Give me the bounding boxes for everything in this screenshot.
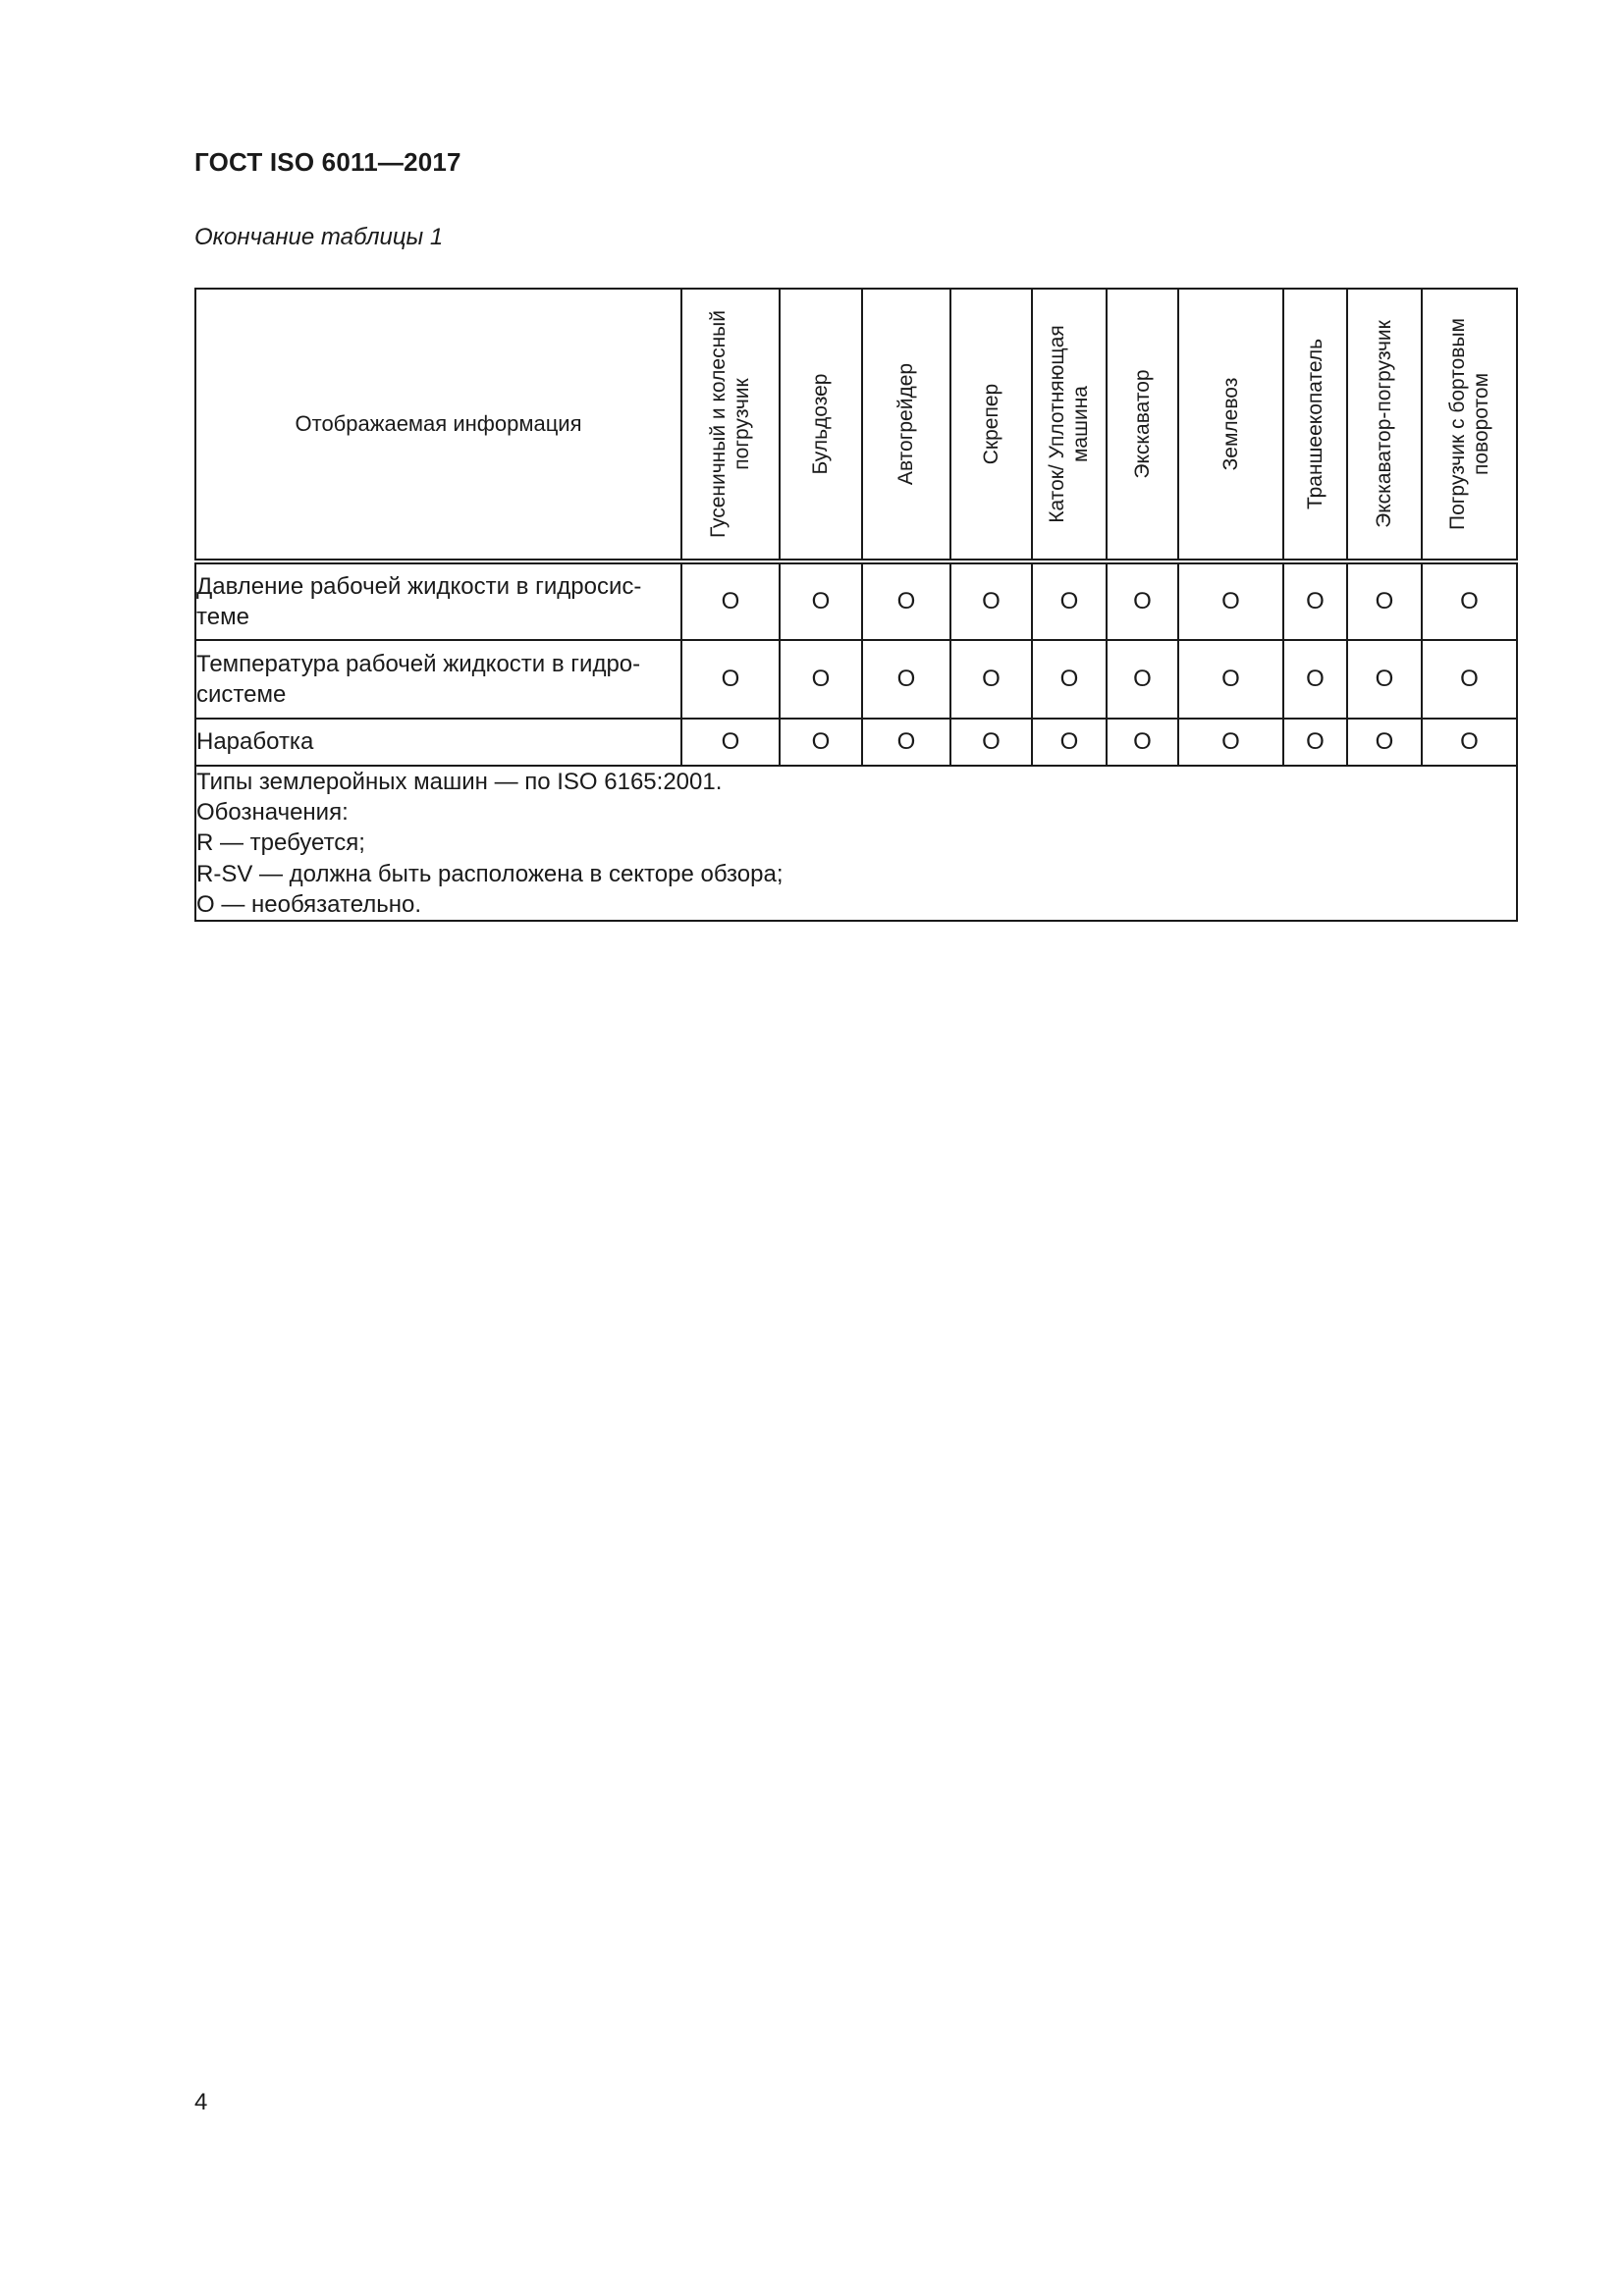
note-line: Типы землеройных машин — по ISO 6165:2001. bbox=[196, 769, 723, 795]
table-cell: O bbox=[1178, 719, 1283, 766]
info-table bbox=[194, 288, 1518, 922]
table-cell: O bbox=[1032, 719, 1107, 766]
table-cell: O bbox=[1283, 561, 1347, 640]
column-header-label: Погрузчик с бортовым поворотом bbox=[1445, 318, 1492, 531]
table-cell: O bbox=[780, 719, 862, 766]
table-cell: O bbox=[1178, 561, 1283, 640]
table-cell: O bbox=[862, 640, 950, 719]
column-header-label: Экскаватор-погрузчик bbox=[1372, 320, 1395, 528]
table-cell: O bbox=[780, 561, 862, 640]
row-label: Температура рабочей жидкости в гидро-системе bbox=[195, 640, 681, 719]
table-cell: O bbox=[681, 640, 780, 719]
table-cell: O bbox=[780, 640, 862, 719]
column-header bbox=[681, 289, 780, 561]
table-cell: O bbox=[1107, 561, 1178, 640]
table-cell: O bbox=[1422, 640, 1517, 719]
column-header bbox=[1178, 289, 1283, 561]
column-header-label: Бульдозер bbox=[808, 373, 832, 475]
notes-row bbox=[195, 766, 1517, 921]
column-header bbox=[1032, 289, 1107, 561]
column-header-label: Траншеекопатель bbox=[1303, 338, 1326, 510]
table-cell: O bbox=[950, 561, 1032, 640]
table-cell: O bbox=[1032, 561, 1107, 640]
table-cell: O bbox=[1422, 561, 1517, 640]
table-row bbox=[195, 561, 1517, 640]
column-header-info: Отображаемая информация bbox=[195, 289, 681, 561]
note-line: R — требуется; bbox=[196, 829, 365, 857]
table-cell: O bbox=[1347, 561, 1422, 640]
column-header-label: Экскаватор bbox=[1130, 369, 1154, 479]
column-header-label: Землевоз bbox=[1218, 377, 1242, 471]
column-header-label: Автогрейдер bbox=[893, 362, 917, 486]
table-cell: O bbox=[681, 719, 780, 766]
column-header bbox=[1283, 289, 1347, 561]
column-header-label: Гусеничный и колесный погрузчик bbox=[706, 310, 753, 538]
row-label: Давление рабочей жидкости в гидросис-теме bbox=[195, 561, 681, 640]
table-cell: O bbox=[862, 719, 950, 766]
column-header-label: Каток/ Уплотняющая машина bbox=[1045, 325, 1092, 523]
page-number: 4 bbox=[194, 2089, 208, 2115]
note-line: Обозначения: bbox=[196, 799, 349, 827]
note-line: O — необязательно. bbox=[196, 890, 422, 918]
table-cell: O bbox=[1422, 719, 1517, 766]
column-header bbox=[1347, 289, 1422, 561]
column-header bbox=[780, 289, 862, 561]
document-title: ГОСТ ISO 6011—2017 bbox=[194, 147, 461, 177]
column-header bbox=[1107, 289, 1178, 561]
column-header-label: Скрепер bbox=[979, 383, 1002, 465]
header-row bbox=[195, 289, 1517, 561]
table-cell: O bbox=[1283, 719, 1347, 766]
column-header bbox=[1422, 289, 1517, 561]
table-cell: O bbox=[950, 719, 1032, 766]
table-cell: O bbox=[950, 640, 1032, 719]
column-header bbox=[862, 289, 950, 561]
table-cell: O bbox=[862, 561, 950, 640]
table-cell: O bbox=[1107, 640, 1178, 719]
table-row bbox=[195, 719, 1517, 766]
table-cell: O bbox=[1283, 640, 1347, 719]
table-notes bbox=[195, 766, 1517, 921]
table-caption: Окончание таблицы 1 bbox=[194, 224, 444, 250]
table-cell: O bbox=[1347, 640, 1422, 719]
column-header bbox=[950, 289, 1032, 561]
table-cell: O bbox=[1347, 719, 1422, 766]
table-row bbox=[195, 640, 1517, 719]
note-line: R-SV — должна быть расположена в секторе обзора; bbox=[196, 860, 784, 887]
table-cell: O bbox=[681, 561, 780, 640]
row-label: Наработка bbox=[195, 719, 681, 766]
table-cell: O bbox=[1032, 640, 1107, 719]
table-cell: O bbox=[1107, 719, 1178, 766]
table-cell: O bbox=[1178, 640, 1283, 719]
